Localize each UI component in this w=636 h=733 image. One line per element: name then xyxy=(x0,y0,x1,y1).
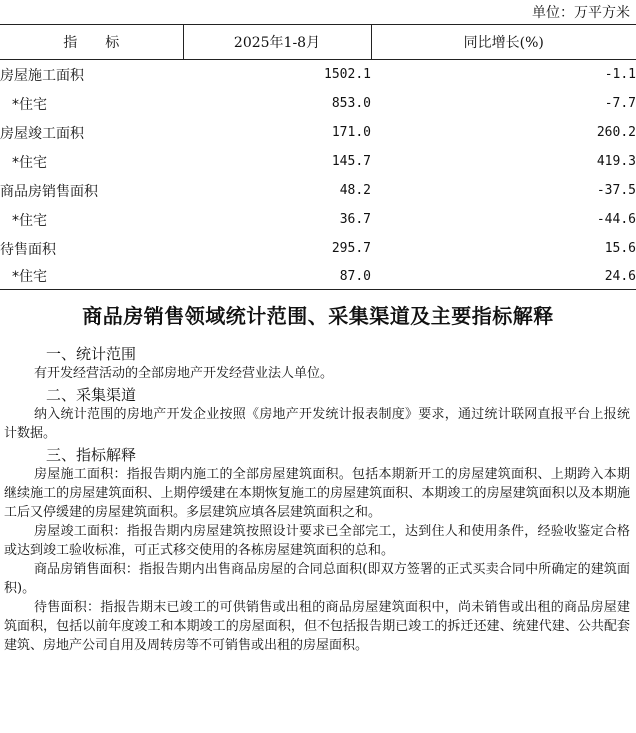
statistics-table xyxy=(0,24,636,290)
row-name: *住宅 xyxy=(12,212,47,229)
row-name: *住宅 xyxy=(12,96,47,113)
row-value: 87.0 xyxy=(183,263,371,290)
table-row xyxy=(0,263,636,290)
row-name: *住宅 xyxy=(0,263,183,290)
row-name: 房屋施工面积 xyxy=(0,67,84,84)
row-value: 145.7 xyxy=(331,154,371,169)
row-value: 171.0 xyxy=(331,125,371,140)
header-indicator: 指 标 xyxy=(0,25,183,60)
header-growth: 同比增长(%) xyxy=(371,25,636,60)
document-title: 商品房销售领域统计范围、采集渠道及主要指标解释 xyxy=(82,304,554,328)
table-row xyxy=(0,147,636,176)
row-value: 1502.1 xyxy=(324,67,371,82)
section-heading-channel: 二、采集渠道 xyxy=(46,386,137,404)
table-row xyxy=(0,176,636,205)
row-value: 48.2 xyxy=(339,183,371,198)
row-growth: 24.6 xyxy=(371,263,636,290)
row-value: 853.0 xyxy=(331,96,371,111)
row-name: *住宅 xyxy=(12,154,47,171)
row-growth: 260.2 xyxy=(596,125,636,140)
definition-sales-area: 商品房销售面积：指报告期内出售商品房屋的合同总面积(即双方签署的正式买卖合同中所确定的建筑面积)。 xyxy=(4,562,630,596)
row-name: 商品房销售面积 xyxy=(0,183,98,200)
row-growth: 419.3 xyxy=(596,154,636,169)
row-name: 待售面积 xyxy=(0,241,56,258)
table-row xyxy=(0,118,636,147)
document-body xyxy=(4,342,630,655)
row-name: 房屋竣工面积 xyxy=(0,125,84,142)
section-heading-scope: 一、统计范围 xyxy=(46,345,137,363)
row-growth: -1.1 xyxy=(604,67,636,82)
definition-construction-area: 房屋施工面积：指报告期内施工的全部房屋建筑面积。包括本期新开工的房屋建筑面积、上期跨入本期继续施工的房屋建筑面积、上期停缓建在本期恢复施工的房屋建筑面积、本期竣工的房屋建筑面积以及本期施工后又停缓建的房屋建筑面积。多层建筑应填各层建筑面积之和。 xyxy=(4,467,630,520)
table-row xyxy=(0,205,636,234)
row-value: 36.7 xyxy=(339,212,371,227)
section-heading-definitions: 三、指标解释 xyxy=(46,446,137,464)
header-period: 2025年1-8月 xyxy=(183,25,371,60)
definition-unsold-area: 待售面积：指报告期末已竣工的可供销售或出租的商品房屋建筑面积中，尚未销售或出租的商品房屋建筑面积，包括以前年度竣工和本期竣工的房屋面积，但不包括报告期已竣工的拆迁还建、统建代建、公共配套建筑、房地产公司自用及周转房等不可销售或出租的房屋面积。 xyxy=(4,600,630,653)
table-row xyxy=(0,89,636,118)
table-row xyxy=(0,60,636,90)
table-row xyxy=(0,234,636,263)
row-growth: 15.6 xyxy=(604,241,636,256)
row-growth: -37.5 xyxy=(596,183,636,198)
section-text-scope: 有开发经营活动的全部房地产开发经营业法人单位。 xyxy=(34,366,334,381)
definition-completed-area: 房屋竣工面积：指报告期内房屋建筑按照设计要求已全部完工，达到住人和使用条件，经验收鉴定合格或达到竣工验收标准，可正式移交使用的各栋房屋建筑面积的总和。 xyxy=(4,524,630,558)
table-header-row xyxy=(0,25,636,60)
row-value: 295.7 xyxy=(331,241,371,256)
row-growth: -7.7 xyxy=(604,96,636,111)
row-growth: -44.6 xyxy=(596,212,636,227)
unit-label: 单位：万平方米 xyxy=(532,5,630,21)
section-text-channel: 纳入统计范围的房地产开发企业按照《房地产开发统计报表制度》要求，通过统计联网直报平台上报统计数据。 xyxy=(4,407,630,441)
